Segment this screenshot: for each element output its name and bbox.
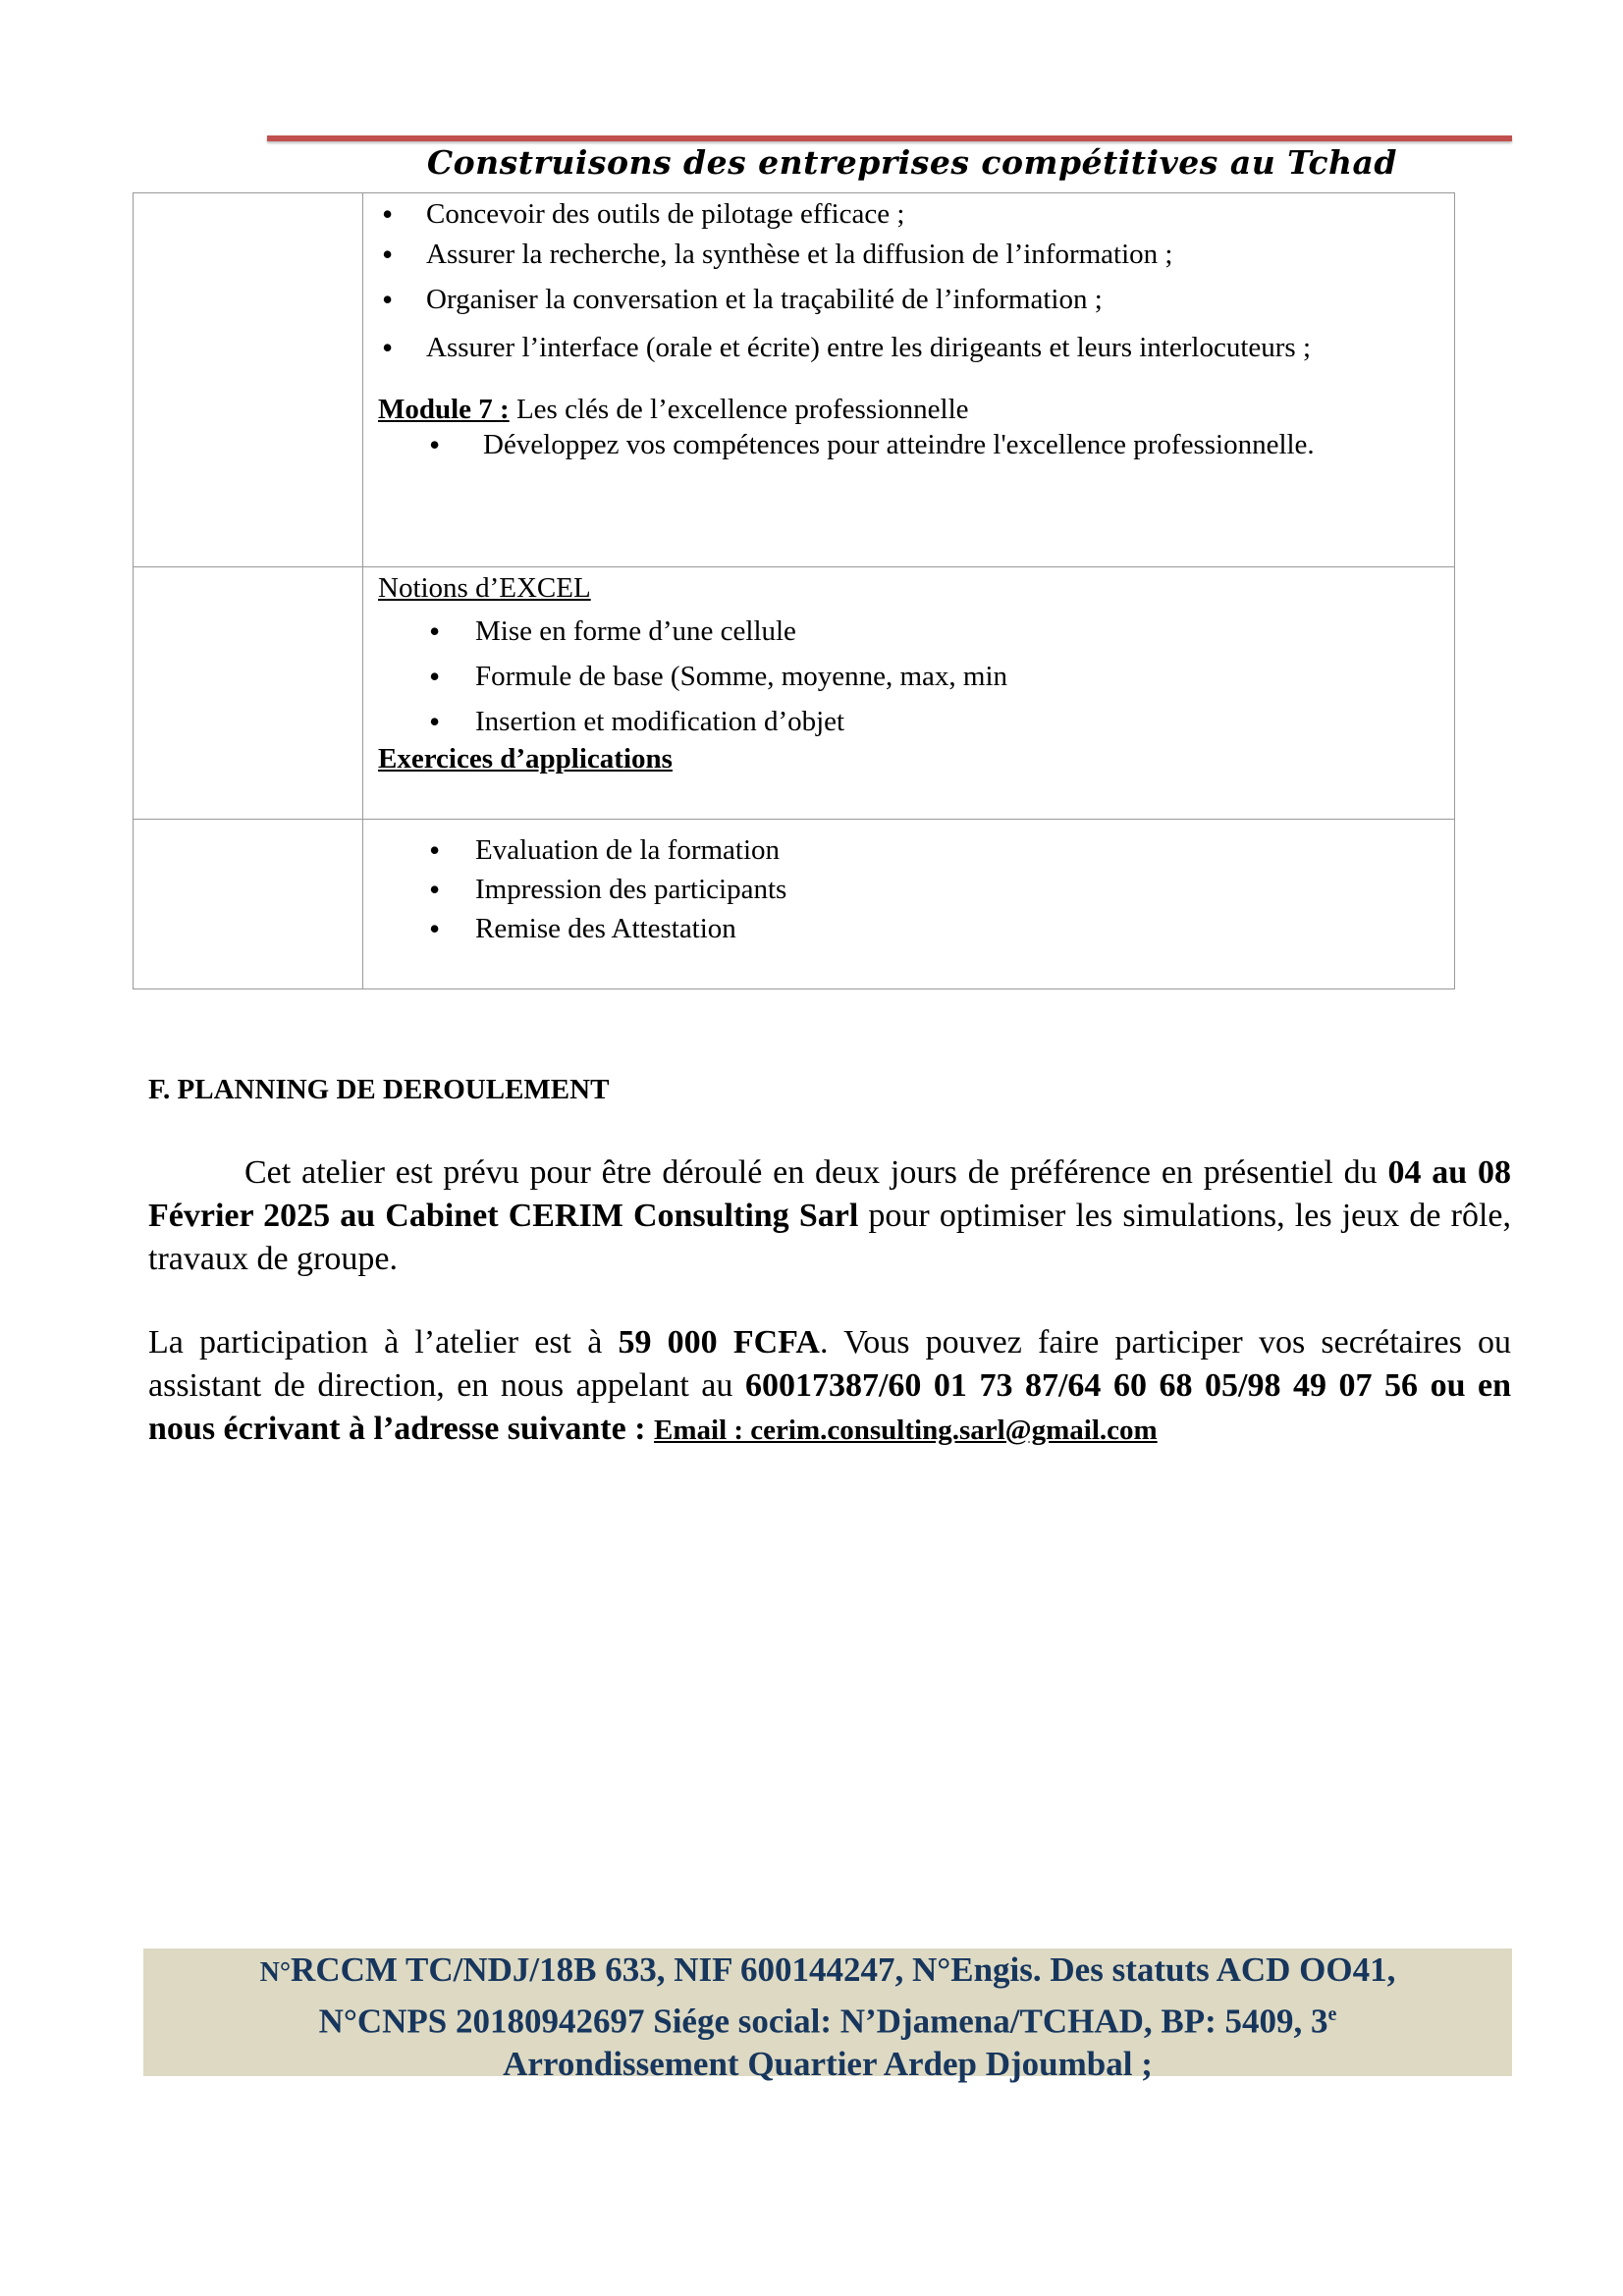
module-7-heading bbox=[378, 391, 1439, 428]
list-item: • Mise en forme d’une cellule bbox=[378, 613, 1439, 650]
list-item: • Organiser la conversation et la traçabilité de l’information ; bbox=[378, 281, 1439, 318]
closing-list bbox=[378, 831, 1439, 947]
planning-dates: 04 au 08 Février 2025 au Cabinet CERIM Consulting Sarl bbox=[148, 1154, 1511, 1234]
table-row bbox=[134, 820, 1455, 989]
planning-text-1: Cet atelier est prévu pour être déroulé en deux jours de préférence en présentiel du bbox=[244, 1154, 1388, 1191]
list-item-text: Développez vos compétences pour atteindre l'excellence professionnelle. bbox=[483, 429, 1315, 460]
list-item bbox=[378, 428, 1439, 461]
participation-text-1: La participation à l’atelier est à bbox=[148, 1324, 619, 1361]
table-row bbox=[134, 193, 1455, 567]
email-link[interactable]: Email : cerim.consulting.sarl@gmail.com bbox=[654, 1415, 1158, 1446]
list-item: • Assurer la recherche, la synthèse et la diffusion de l’information ; bbox=[378, 236, 1439, 273]
module-title: Les clés de l’excellence professionnelle bbox=[509, 394, 969, 425]
footer-line-1: N°RCCM TC/NDJ/18B 633, NIF 600144247, N°Engis. Des statuts ACD OO41, bbox=[259, 1950, 1396, 1989]
section-f-title: F. PLANNING DE DEROULEMENT bbox=[148, 1074, 610, 1105]
module-label: Module 7 : bbox=[378, 394, 510, 425]
list-item: • Evaluation de la formation bbox=[378, 831, 1439, 869]
footer-line-2: N°CNPS 20180942697 Siége social: N’Djamena/TCHAD, BP: 5409, 3e bbox=[318, 2002, 1337, 2041]
footer-legal-box bbox=[143, 1949, 1512, 2083]
list-item-text: Assurer l’interface (orale et écrite) entre les dirigeants et leurs interlocuteurs ; bbox=[426, 332, 1311, 363]
excel-list bbox=[378, 613, 1439, 740]
header-rule bbox=[267, 135, 1512, 141]
footer-line-3: Arrondissement Quartier Ardep Djoumbal ; bbox=[503, 2044, 1153, 2083]
list-item: • Remise des Attestation bbox=[378, 910, 1439, 947]
table-cell-content bbox=[363, 193, 1455, 567]
list-item: • Concevoir des outils de pilotage efficace ; bbox=[378, 195, 1439, 233]
objectives-list bbox=[378, 195, 1439, 369]
table-cell-content bbox=[363, 567, 1455, 820]
participation-text-2: . Vous pouvez faire participer vos secrétaires ou assistant de direction, en nous appelant au bbox=[148, 1324, 1512, 1404]
contact-phones: 60017387/60 01 73 87/64 60 68 05/98 49 07 56 ou en nous écrivant à l’adresse suivante : bbox=[148, 1367, 1512, 1447]
table-row bbox=[134, 567, 1455, 820]
exercises-heading: Exercices d’applications bbox=[378, 743, 673, 774]
table-cell-content bbox=[363, 820, 1455, 989]
programme-table bbox=[133, 192, 1455, 989]
module-7-list bbox=[378, 428, 1439, 461]
table-cell-empty bbox=[134, 193, 363, 567]
list-item: • Formule de base (Somme, moyenne, max, min bbox=[378, 658, 1439, 695]
table-cell-empty bbox=[134, 820, 363, 989]
list-item: • Impression des participants bbox=[378, 871, 1439, 908]
participation-paragraph bbox=[148, 1321, 1511, 1452]
header-motto: Construisons des entreprises compétitives au Tchad bbox=[426, 143, 1397, 182]
planning-text-2: pour optimiser les simulations, les jeux de rôle, travaux de groupe. bbox=[148, 1198, 1511, 1277]
planning-paragraph bbox=[148, 1151, 1511, 1281]
list-item: • Insertion et modification d’objet bbox=[378, 703, 1439, 740]
table-cell-empty bbox=[134, 567, 363, 820]
excel-title: Notions d’EXCEL bbox=[378, 572, 591, 604]
participation-price: 59 000 FCFA bbox=[618, 1324, 820, 1361]
list-item bbox=[378, 326, 1439, 369]
